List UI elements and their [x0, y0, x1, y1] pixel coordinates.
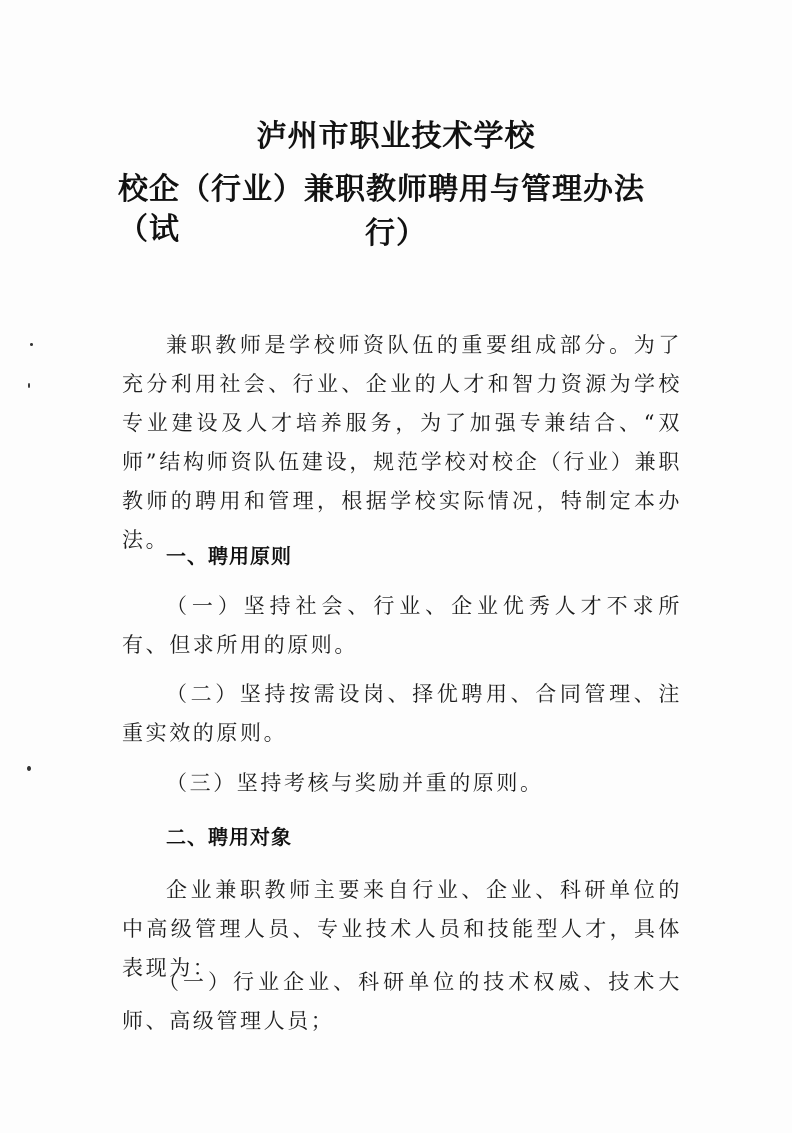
- scan-speck: [30, 343, 33, 346]
- principle-item: （二）坚持按需设岗、择优聘用、合同管理、注重实效的原则。: [122, 682, 682, 745]
- section-heading-principles: 一、聘用原则: [166, 544, 292, 568]
- intro-paragraph: 兼职教师是学校师资队伍的重要组成部分。为了充分利用社会、行业、企业的人才和智力资源为学校专业建设及人才培养服务，为了加强专兼结合、“双师”结构师资队伍建设，规范学校对校企（行业）兼职教师的聘用和管理，根据学校实际情况，特制定本办法。: [122, 333, 682, 552]
- section-heading-targets: 二、聘用对象: [166, 825, 292, 849]
- targets-intro-paragraph: 企业兼职教师主要来自行业、企业、科研单位的中高级管理人员、专业技术人员和技能型人才，具体表现为：: [122, 878, 682, 980]
- target-item: （一）行业企业、科研单位的技术权威、技术大师、高级管理人员；: [122, 970, 682, 1033]
- document-title-main: 校企（行业）兼职教师聘用与管理办法（试: [118, 172, 645, 247]
- scan-speck: [28, 383, 30, 388]
- scan-speck: [27, 766, 31, 771]
- principle-item: （三）坚持考核与奖励并重的原则。: [166, 771, 544, 795]
- principle-item: （一）坚持社会、行业、企业优秀人才不求所有、但求所用的原则。: [122, 594, 682, 657]
- document-title-school: 泸州市职业技术学校: [256, 119, 536, 154]
- document-title-continuation: 行）: [365, 216, 427, 251]
